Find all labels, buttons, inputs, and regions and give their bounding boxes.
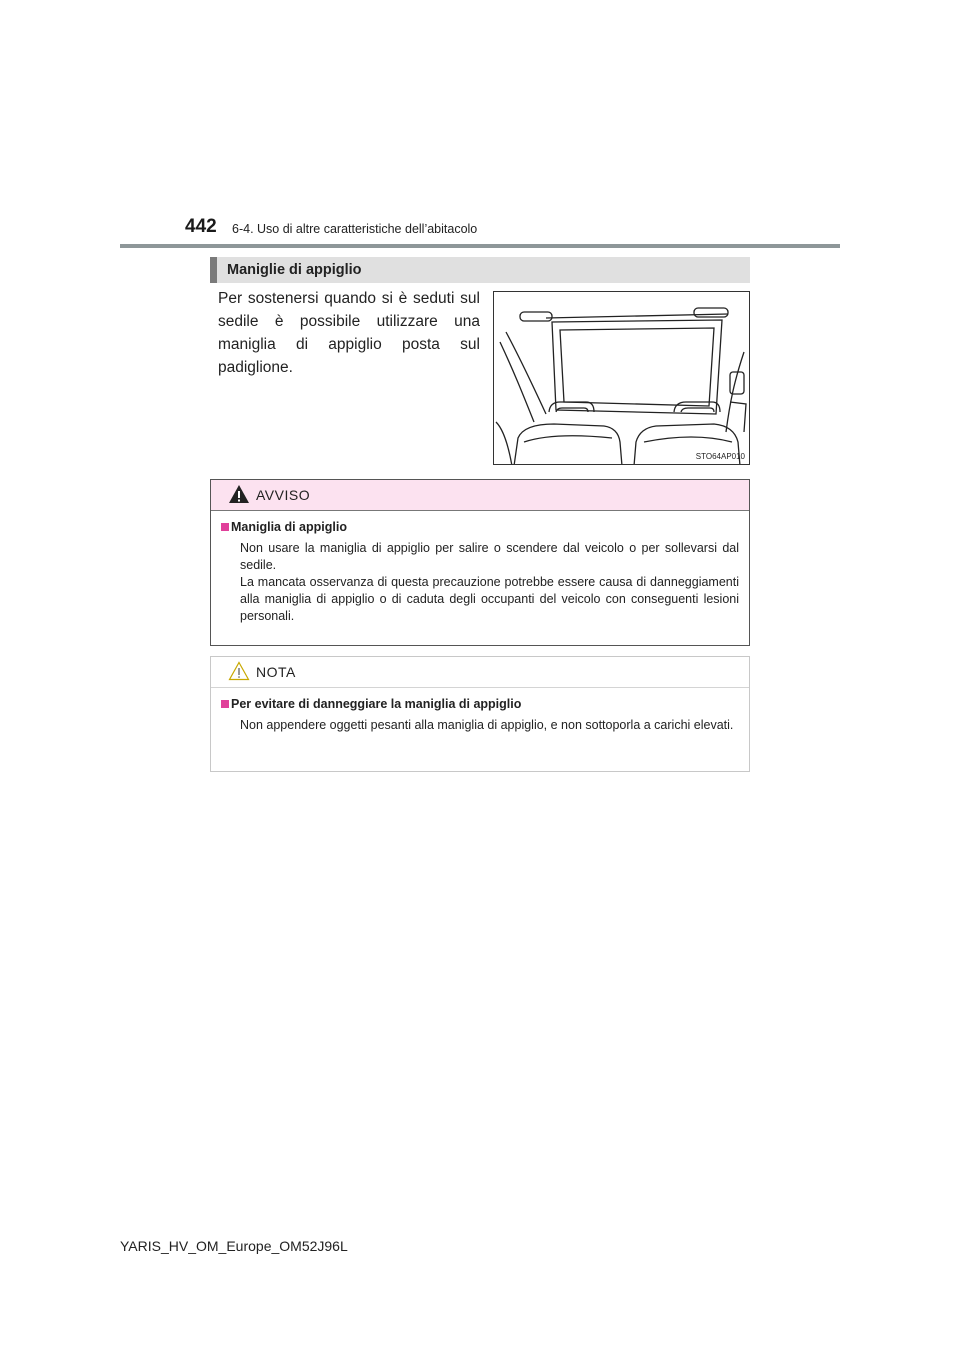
warning-box <box>210 479 750 646</box>
warning-item-text-2: La mancata osservanza di questa precauzione potrebbe essere causa di danneggiamenti alla maniglia di appiglio o di caduta degli occupanti del veicolo con conseguenti lesioni personali. <box>240 575 739 623</box>
figure <box>493 291 750 465</box>
grab-handle-illustration <box>494 292 750 465</box>
notice-triangle-icon <box>228 661 250 686</box>
intro-paragraph: Per sostenersi quando si è seduti sul sedile è possibile utilizzare una maniglia di appiglio posta sul padiglione. <box>218 290 480 376</box>
warning-label: AVVISO <box>256 487 311 503</box>
notice-item-text: Non appendere oggetti pesanti alla maniglia di appiglio, e non sottoporla a carichi elevati. <box>240 718 734 732</box>
header-rule <box>120 244 840 248</box>
notice-header <box>211 657 749 688</box>
running-header: 6-4. Uso di altre caratteristiche dell’abitacolo <box>232 222 478 236</box>
warning-item-title <box>221 520 739 534</box>
warning-item-text: Non usare la maniglia di appiglio per salire o scendere dal veicolo o per sollevarsi dal sedile. <box>240 541 739 572</box>
bullet-square-icon <box>221 523 229 531</box>
notice-item-title <box>221 697 739 711</box>
notice-label: NOTA <box>256 664 296 680</box>
notice-box <box>210 656 750 772</box>
section-title: Maniglie di appiglio <box>210 257 750 283</box>
warning-triangle-icon <box>228 484 250 509</box>
warning-item-title-text: Maniglia di appiglio <box>231 520 347 534</box>
warning-header <box>211 480 749 511</box>
figure-code: STO64AP010 <box>695 452 745 461</box>
notice-item-title-text: Per evitare di danneggiare la maniglia di appiglio <box>231 697 522 711</box>
footer-code: YARIS_HV_OM_Europe_OM52J96L <box>120 1238 348 1254</box>
bullet-square-icon <box>221 700 229 708</box>
page-number: 442 <box>185 216 217 237</box>
